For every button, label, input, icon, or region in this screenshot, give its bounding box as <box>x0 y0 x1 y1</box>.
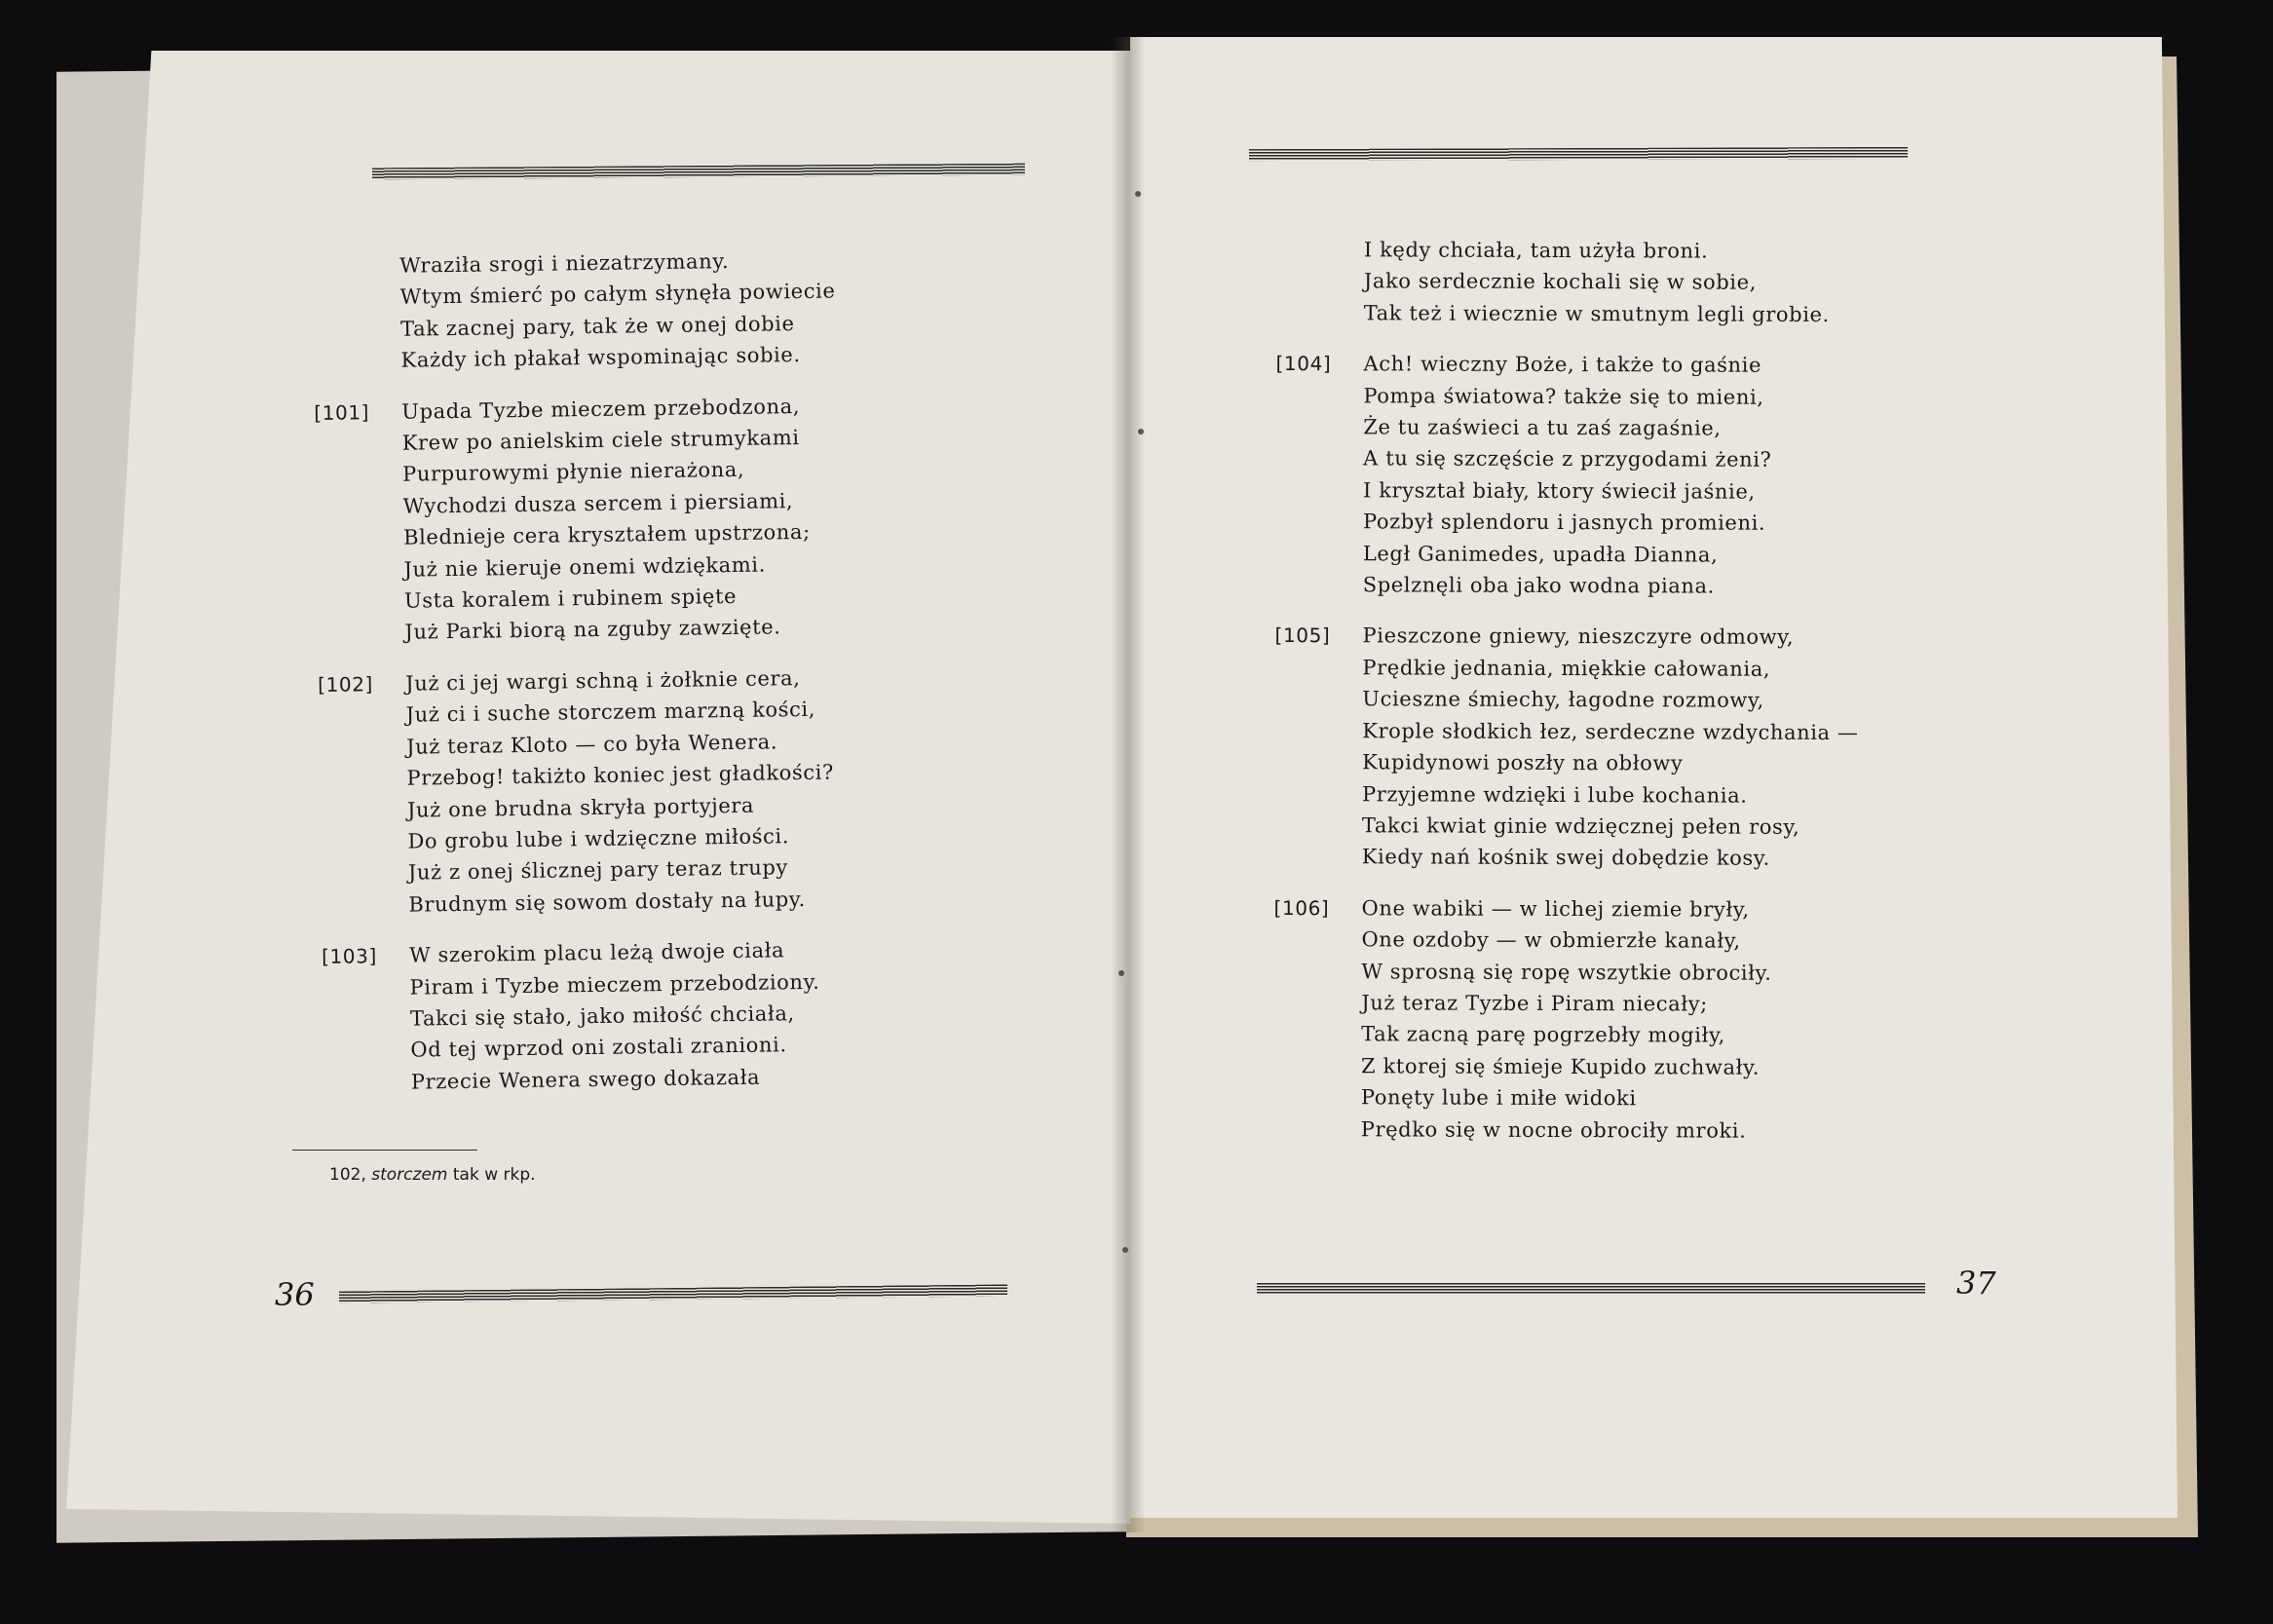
stanza-number <box>320 794 407 827</box>
right-header-rule <box>1249 147 1908 161</box>
verse-line: Przebog! takiżto koniec jest gładkości? <box>406 760 835 790</box>
verse-line: Już nie kieruje onemi wdziękami. <box>403 552 767 582</box>
verse-row <box>1273 924 1857 957</box>
verse-row <box>1276 265 1860 298</box>
footnote-text: tak w rkp. <box>452 1165 536 1185</box>
stanza-number <box>316 553 403 586</box>
stanza-number: [102] <box>318 672 374 697</box>
footnote-term: storczem <box>371 1165 448 1185</box>
stanza <box>1276 234 1861 330</box>
stanza-number: [106] <box>1273 895 1330 920</box>
verse-row <box>313 339 836 378</box>
verse-row <box>1274 715 1858 748</box>
stanza-number <box>323 1066 411 1099</box>
verse-row <box>1275 411 1859 444</box>
stanza-number <box>1275 411 1363 443</box>
verse-line: Purpurowymi płynie nierażona, <box>402 458 745 487</box>
stanza-number <box>1276 297 1364 329</box>
verse-line: Przecie Wenera swego dokazała <box>410 1065 761 1094</box>
footnote-ref: 102, <box>329 1165 366 1185</box>
stanza-number <box>1276 265 1364 297</box>
verse-row <box>1274 683 1858 716</box>
stanza-number <box>1274 777 1362 810</box>
verse-line: Do grobu lube i wdzięczne miłości. <box>407 824 790 853</box>
stanza-number <box>1274 841 1362 873</box>
stanza-number <box>1273 1114 1361 1146</box>
book-gutter <box>1111 37 1146 1532</box>
verse-line: W sprosną się ropę wszytkie obrociły. <box>1361 959 1772 985</box>
stanza <box>322 934 847 1100</box>
verse-line: Wraziła srogi i niezatrzymany. <box>399 249 730 278</box>
stanza-number <box>1275 538 1363 570</box>
verse-line: Wychodzi dusza sercem i piersiami, <box>402 488 794 518</box>
verse-row <box>1275 442 1859 475</box>
stanza <box>1273 892 1858 1147</box>
binding-stitch <box>1122 1247 1128 1253</box>
footnote-rule <box>292 1150 477 1151</box>
verse-line: I kryształ biały, ktory świecił jaśnie, <box>1363 478 1756 504</box>
stanza <box>314 390 840 650</box>
verse-row <box>1276 234 1860 267</box>
verse-line: Wtym śmierć po całym słynęła powiecie <box>399 279 836 310</box>
stanza-number <box>1275 474 1363 507</box>
verse-row <box>1273 956 1857 989</box>
stanza-number <box>1275 380 1363 412</box>
stanza-number <box>322 1035 410 1068</box>
stanza-number <box>322 971 409 1004</box>
verse-line: Każdy ich płakał wspominając sobie. <box>400 343 801 372</box>
stanza-number <box>315 491 402 524</box>
verse-line: Już Parki biorą na zguby zawzięte. <box>404 615 781 645</box>
stanza-number: [104] <box>1275 352 1332 376</box>
verse-line: Już teraz Kloto — co była Wenera. <box>405 730 778 759</box>
verse-line: Upada Tyzbe mieczem przebodzona, <box>401 394 801 424</box>
verse-line: Piram i Tyzbe mieczem przebodziony. <box>409 969 820 1000</box>
verse-row <box>1273 1050 1857 1083</box>
stanza-number <box>1274 683 1362 715</box>
stanza-number <box>1274 715 1362 747</box>
verse-line: Legł Ganimedes, upadła Dianna, <box>1362 541 1719 567</box>
verse-line: Kupidynowi poszły na obłowy <box>1362 750 1684 775</box>
stanza-number <box>322 1003 410 1037</box>
stanza-number <box>1275 442 1363 474</box>
verse-row <box>1275 620 1859 653</box>
binding-stitch <box>1135 191 1141 197</box>
stanza-number <box>321 857 408 890</box>
stanza-number <box>321 888 408 922</box>
verse-row <box>1273 1018 1857 1051</box>
verse-line: Pozbył splendoru i jasnych promieni. <box>1362 510 1766 536</box>
verse-row <box>1274 892 1858 925</box>
verse-line: Prędko się w nocne obrociły mroki. <box>1360 1116 1747 1143</box>
verse-line: Blednieje cera kryształem upstrzona; <box>402 520 811 549</box>
page-number-right: 37 <box>1956 1265 1996 1302</box>
verse-line: Ach! wieczny Boże, i także to gaśnie <box>1363 352 1762 377</box>
stanza-number <box>1273 956 1361 988</box>
verse-line: Spelznęli oba jako wodna piana. <box>1362 573 1716 598</box>
stanza-number <box>319 763 406 796</box>
verse-line: I kędy chciała, tam użyła broni. <box>1363 238 1709 263</box>
stanza-number <box>315 459 402 492</box>
verse-row <box>1274 746 1858 779</box>
verse-line: Już z onej ślicznej pary teraz trupy <box>407 855 789 885</box>
binding-stitch <box>1138 429 1144 434</box>
verse-row <box>1274 810 1858 843</box>
verse-line: Kiedy nań kośnik swej dobędzie kosy. <box>1361 845 1770 871</box>
stanza-number <box>313 314 400 347</box>
verse-line: Krew po anielskim ciele strumykami <box>401 426 800 455</box>
stanza-number <box>317 617 404 650</box>
right-footer-rule <box>1257 1283 1925 1295</box>
verse-line: Już ci jej wargi schną i żołknie cera, <box>405 665 801 696</box>
verse-row <box>317 611 840 650</box>
verse-line: Już one brudna skryła portyjera <box>406 793 755 822</box>
verse-row <box>1273 1114 1857 1147</box>
verse-line: Z ktorej się śmieje Kupido zuchwały. <box>1360 1054 1761 1079</box>
verse-row <box>1275 474 1859 508</box>
verse-row <box>1275 380 1859 413</box>
stanza-number <box>1273 1081 1361 1114</box>
verse-line: Usta koralem i rubinem spięte <box>403 585 738 613</box>
verse-line: Tak zacną parę pogrzebły mogiły, <box>1361 1022 1725 1047</box>
verse-line: Już teraz Tyzbe i Piram niecały; <box>1361 991 1708 1016</box>
verse-line: One wabiki — w lichej ziemie bryły, <box>1361 896 1750 922</box>
page-number-left: 36 <box>275 1276 315 1313</box>
stanza-number <box>1275 506 1363 538</box>
verse-line: Takci się stało, jako miłość chciała, <box>409 1001 795 1031</box>
verse-line: One ozdoby — w obmierzłe kanały, <box>1361 927 1741 953</box>
stanza-number <box>1274 746 1362 778</box>
verse-row <box>1275 506 1859 539</box>
verse-row <box>1274 841 1858 874</box>
stanza-number <box>1274 652 1362 684</box>
stanza-number <box>1276 234 1364 266</box>
verse-row <box>1275 569 1859 602</box>
verse-row <box>1273 987 1857 1020</box>
verse-row <box>1273 1081 1857 1114</box>
stanza <box>1275 348 1860 602</box>
stanza-number: [103] <box>321 944 378 969</box>
stanza <box>318 661 844 922</box>
verse-line: Od tej wprzod oni zostali zranioni. <box>410 1033 787 1063</box>
stanza-number <box>320 826 407 859</box>
stanza-number <box>319 731 406 764</box>
stanza-number: [105] <box>1274 623 1331 648</box>
stanza-number <box>1273 1018 1361 1050</box>
footnote <box>329 1165 536 1185</box>
stanza-number <box>1273 924 1361 956</box>
verse-line: Ucieszne śmiechy, łagodne rozmowy, <box>1362 687 1764 713</box>
verse-row <box>1275 348 1859 381</box>
stanza-number <box>317 585 404 619</box>
verse-row <box>1274 777 1858 811</box>
verse-line: Ponęty lube i miłe widoki <box>1360 1085 1637 1111</box>
left-page-poem <box>312 245 847 1119</box>
verse-line: Takci kwiat ginie wdzięcznej pełen rosy, <box>1361 813 1800 839</box>
verse-line: Pieszczone gniewy, nieszczyre odmowy, <box>1362 623 1795 650</box>
verse-row <box>323 1060 847 1099</box>
right-page-poem <box>1273 234 1861 1166</box>
verse-line: Pompa światowa? także się to mieni, <box>1363 383 1764 409</box>
verse-line: Już ci i suche storczem marzną kości, <box>405 698 816 727</box>
binding-stitch <box>1118 970 1124 976</box>
verse-line: Jako serdecznie kochali się w sobie, <box>1363 269 1757 295</box>
stanza-number <box>1275 569 1363 601</box>
verse-line: A tu się szczęście z przygodami żeni? <box>1363 446 1772 472</box>
stanza <box>312 245 837 378</box>
stanza-number: [101] <box>314 399 370 425</box>
verse-line: Brudnym się sowom dostały na łupy. <box>408 887 806 917</box>
verse-line: Krople słodkich łez, serdeczne wzdychania — <box>1362 718 1859 744</box>
stanza-number <box>318 699 405 733</box>
stanza-number <box>1274 810 1362 842</box>
verse-line: W szerokim placu leżą dwoje ciała <box>408 938 785 967</box>
stanza-number <box>1273 1050 1361 1082</box>
verse-line: Że tu zaświeci a tu zaś zagaśnie, <box>1363 415 1722 440</box>
stanza-number <box>1273 987 1361 1019</box>
verse-row <box>321 883 844 922</box>
verse-row <box>1275 538 1859 571</box>
verse-row <box>1276 297 1860 330</box>
stanza-number <box>316 522 403 555</box>
verse-line: Przyjemne wdzięki i lube kochania. <box>1361 781 1748 808</box>
stanza-number <box>313 345 400 378</box>
stanza <box>1274 620 1859 874</box>
stanza-number <box>312 282 399 315</box>
verse-line: Tak też i wiecznie w smutnym legli grobie. <box>1363 301 1830 326</box>
verse-line: Prędkie jednania, miękkie całowania, <box>1362 656 1771 681</box>
stanza-number <box>315 428 402 461</box>
stanza-number <box>312 250 399 283</box>
verse-line: Tak zacnej pary, tak że w onej dobie <box>399 311 795 341</box>
verse-row <box>1274 652 1858 685</box>
